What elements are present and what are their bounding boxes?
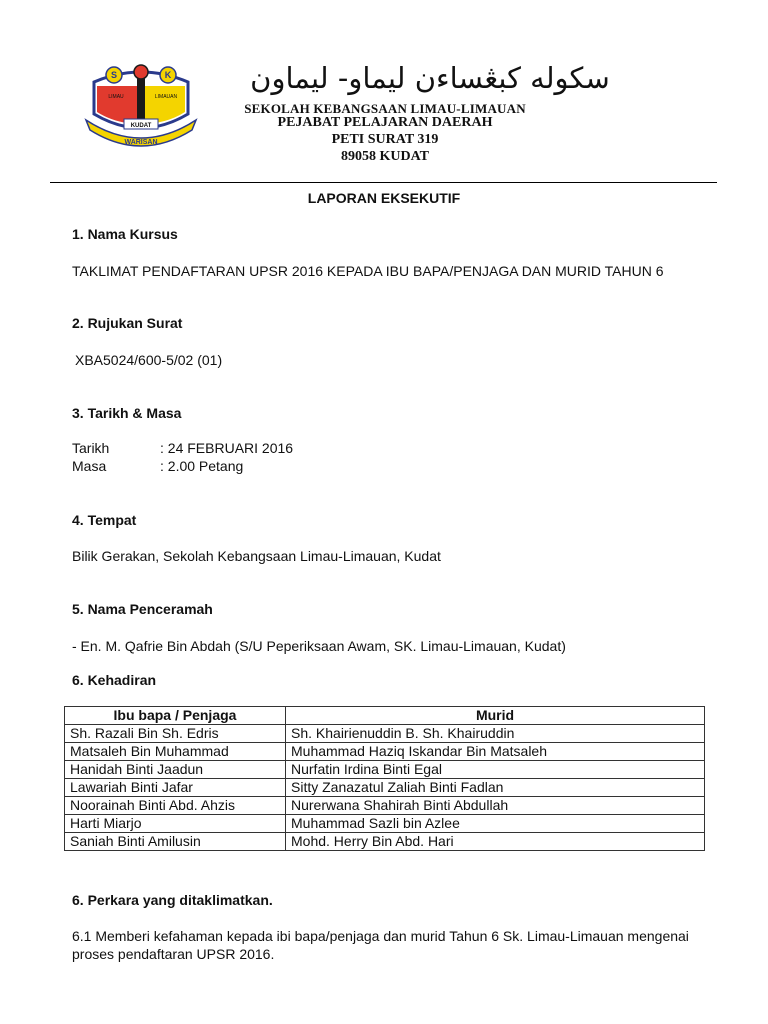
parent-name: Saniah Binti Amilusin bbox=[65, 833, 286, 851]
jawi-school-title: سكوله كبڠساءن ليماو- ليماون bbox=[250, 61, 610, 95]
student-name: Mohd. Herry Bin Abd. Hari bbox=[286, 833, 705, 851]
postcode-city: 89058 KUDAT bbox=[340, 149, 430, 164]
school-address-block bbox=[230, 100, 540, 165]
table-row bbox=[65, 725, 705, 743]
datetime-heading: 3. Tarikh & Masa bbox=[72, 405, 182, 421]
table-row bbox=[65, 743, 705, 761]
time-value: : 2.00 Petang bbox=[160, 458, 244, 474]
parent-name: Matsaleh Bin Muhammad bbox=[65, 743, 286, 761]
crest-center-text: KUDAT bbox=[130, 123, 152, 129]
student-name: Sitty Zanazatul Zaliah Binti Fadlan bbox=[286, 779, 705, 797]
parent-name: Harti Miarjo bbox=[65, 815, 286, 833]
student-name: Muhammad Sazli bin Azlee bbox=[286, 815, 705, 833]
student-name: Sh. Khairienuddin B. Sh. Khairuddin bbox=[286, 725, 705, 743]
parent-name: Lawariah Binti Jafar bbox=[65, 779, 286, 797]
school-name: SEKOLAH KEBANGSAAN LIMAU-LIMAUAN bbox=[244, 101, 526, 114]
reference-text: XBA5024/600-5/02 (01) bbox=[75, 352, 223, 368]
speaker-text: - En. M. Qafrie Bin Abdah (S/U Peperiksaan Awam, SK. Limau-Limauan, Kudat) bbox=[72, 638, 566, 654]
date-value: : 24 FEBRUARI 2016 bbox=[160, 440, 294, 456]
report-title: LAPORAN EKSEKUTIF bbox=[307, 190, 461, 206]
crest-letter-right: K bbox=[164, 70, 172, 80]
attendance-heading: 6. Kehadiran bbox=[72, 672, 157, 688]
course-heading: 1. Nama Kursus bbox=[72, 226, 178, 242]
parent-name: Noorainah Binti Abd. Ahzis bbox=[65, 797, 286, 815]
attendance-table bbox=[64, 706, 705, 851]
education-office: PEJABAT PELAJARAN DAERAH bbox=[277, 115, 493, 130]
course-text: TAKLIMAT PENDAFTARAN UPSR 2016 KEPADA IBU BAPA/PENJAGA DAN MURID TAHUN 6 bbox=[72, 263, 664, 279]
reference-heading: 2. Rujukan Surat bbox=[72, 315, 183, 331]
table-row bbox=[65, 761, 705, 779]
table-row bbox=[65, 797, 705, 815]
header-divider bbox=[50, 182, 717, 183]
table-row bbox=[65, 833, 705, 851]
place-text: Bilik Gerakan, Sekolah Kebangsaan Limau-Limauan, Kudat bbox=[72, 548, 441, 564]
student-name: Muhammad Haziq Iskandar Bin Matsaleh bbox=[286, 743, 705, 761]
time-label: Masa bbox=[72, 458, 107, 474]
student-name: Nurfatin Irdina Binti Egal bbox=[286, 761, 705, 779]
table-row bbox=[65, 779, 705, 797]
briefing-heading: 6. Perkara yang ditaklimatkan. bbox=[72, 892, 273, 908]
date-label: Tarikh bbox=[72, 440, 110, 456]
school-crest-logo bbox=[80, 64, 202, 156]
column-header-student: Murid bbox=[286, 707, 705, 725]
crest-letter-left: S bbox=[110, 70, 118, 80]
table-header-row bbox=[65, 707, 705, 725]
crest-left-text: LIMAU bbox=[108, 94, 124, 100]
briefing-text: 6.1 Memberi kefahaman kepada ibi bapa/penjaga dan murid Tahun 6 Sk. Limau-Limauan mengenai proses pendaftaran UPSR 2016. bbox=[72, 928, 689, 962]
parent-name: Hanidah Binti Jaadun bbox=[65, 761, 286, 779]
student-name: Nurerwana Shahirah Binti Abdullah bbox=[286, 797, 705, 815]
crest-bottom-text: WARISAN bbox=[124, 139, 158, 146]
speaker-heading: 5. Nama Penceramah bbox=[72, 601, 213, 617]
table-row bbox=[65, 815, 705, 833]
place-heading: 4. Tempat bbox=[72, 512, 137, 528]
po-box: PETI SURAT 319 bbox=[331, 132, 439, 147]
column-header-parent: Ibu bapa / Penjaga bbox=[65, 707, 286, 725]
parent-name: Sh. Razali Bin Sh. Edris bbox=[65, 725, 286, 743]
crest-right-text: LIMAUAN bbox=[154, 94, 178, 100]
